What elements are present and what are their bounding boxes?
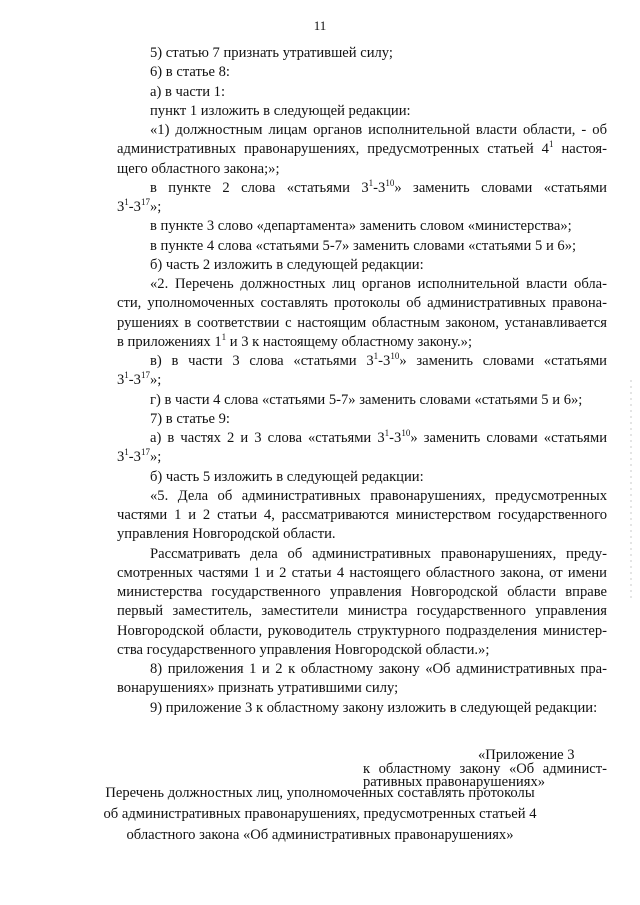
text-line: рушениях в соответствии с настоящим областным законом, устанавливается <box>117 314 607 331</box>
text-line: г) в части 4 слова «статьями 5-7» заменить словами «статьями 5 и 6»; <box>150 391 583 408</box>
text-line: управления Новгородской области. <box>117 526 336 543</box>
text-line: 5) статью 7 признать утратившей силу; <box>150 45 393 61</box>
text-line: $3^1-3^{17}$»; <box>117 447 162 466</box>
text-line: 8) приложения 1 и 2 к областному закону «Об административных пра- <box>150 661 607 677</box>
text-line: министерства государственного управления Новгородской области вправе <box>117 584 607 600</box>
text-line: 6) в статье 8: <box>150 64 230 81</box>
text-line: $3^1-3^{17}$»; <box>117 197 162 215</box>
text-line: Рассматривать дела об административных правонарушениях, преду- <box>150 545 607 562</box>
text-line: «5. Дела об административных правонарушениях, предусмотренных <box>150 487 607 504</box>
text-line: б) часть 5 изложить в следующей редакции: <box>150 468 424 485</box>
appendix-title <box>0 783 640 847</box>
text-line: в) в части 3 слова «статьями $3^1-3^{10}$» заменить словами «статьями <box>150 351 607 369</box>
text-line: ства государственного управления Новгородской области.»; <box>117 641 490 658</box>
appendix-header-line: к областному закону «Об админист- <box>363 760 607 777</box>
document-body <box>117 44 607 718</box>
text-line: первый заместитель, заместители министра государственного управления <box>117 603 607 620</box>
text-line: «2. Перечень должностных лиц органов исполнительной власти обла- <box>150 276 607 292</box>
page-number: 11 <box>313 18 327 33</box>
text-line: смотренных частями 1 и 2 статьи 4 настоящего областного закона, от имени <box>117 564 607 581</box>
text-line: в пункте 3 слово «департамента» заменить словом «министерства»; <box>150 218 572 235</box>
title-line: Перечень должностных лиц, уполномоченных составлять протоколы <box>105 785 535 801</box>
title-line: об административных правонарушениях, предусмотренных статьей 4 <box>103 806 537 823</box>
text-line: а) в частях 2 и 3 слова «статьями $3^1-3^{10}$» заменить словами «статьями <box>150 428 607 446</box>
text-line: в приложениях $1^1$ и 3 к настоящему областному закону.»; <box>117 331 473 350</box>
text-line: частями 1 и 2 статьи 4, рассматриваются министерством государственного <box>117 507 607 523</box>
text-line: а) в части 1: <box>150 83 226 100</box>
text-line: сти, уполномоченных составлять протоколы об административных правона- <box>117 295 607 312</box>
text-line: в пункте 4 слова «статьями 5-7» заменить словами «статьями 5 и 6»; <box>150 237 577 254</box>
text-line: 7) в статье 9: <box>150 410 230 427</box>
title-line: областного закона «Об административных правонарушениях» <box>126 827 514 844</box>
scan-margin-marks <box>630 380 632 600</box>
text-line: в пункте 2 слова «статьями $3^1-3^{10}$» заменить словами «статьями <box>150 177 607 196</box>
text-line: административных правонарушениях, предусмотренных статьей $4^1$ настоя- <box>117 139 607 158</box>
text-line: пункт 1 изложить в следующей редакции: <box>150 102 411 119</box>
text-line: 9) приложение 3 к областному закону изложить в следующей редакции: <box>150 699 598 716</box>
text-line: щего областного закона;»; <box>117 160 280 177</box>
text-line: $3^1-3^{17}$»; <box>117 370 162 389</box>
text-line: Новгородской области, руководитель структурного подразделения министер- <box>117 622 607 639</box>
appendix-header-line: «Приложение 3 <box>478 747 575 763</box>
appendix-header-line: ративных правонарушениях» <box>363 774 546 790</box>
text-line: «1) должностным лицам органов исполнительной власти области, - об <box>150 122 607 138</box>
text-line: б) часть 2 изложить в следующей редакции: <box>150 256 424 273</box>
text-line: вонарушениях» признать утратившими силу; <box>117 680 399 697</box>
